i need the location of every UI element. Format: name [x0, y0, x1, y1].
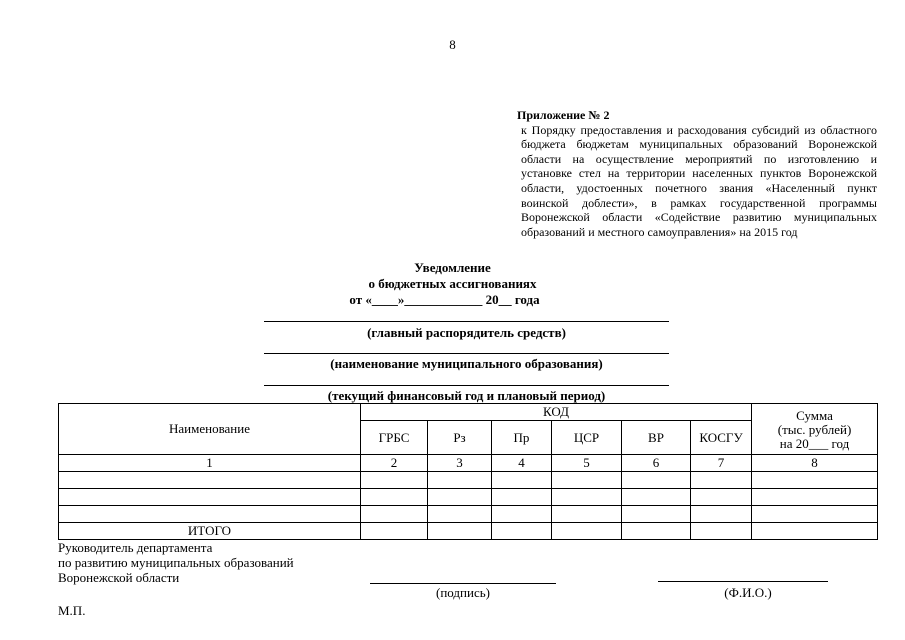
col-number: 1: [59, 455, 361, 472]
signature-caption: (подпись): [436, 585, 490, 600]
municipality-line: [264, 353, 669, 354]
header-sum: [752, 404, 878, 455]
head-line-3: Воронежской области: [58, 570, 180, 585]
header-name: Наименование: [59, 404, 361, 455]
header-sum-line1: Сумма: [796, 407, 833, 423]
col-number: 4: [492, 455, 552, 472]
fio-line: [658, 581, 828, 582]
notice-subtitle: о бюджетных ассигнованиях: [368, 276, 537, 291]
table-total-row: [59, 523, 878, 540]
period-caption: (текущий финансовый год и плановый период): [327, 388, 606, 403]
col-number: 7: [691, 455, 752, 472]
header-rz: Рз: [428, 421, 492, 455]
appendix-heading: Приложение № 2: [517, 108, 610, 122]
col-number: 2: [361, 455, 428, 472]
allocations-table: [58, 403, 878, 540]
period-line: [264, 385, 669, 386]
distributor-line: [264, 321, 669, 322]
header-pr: Пр: [492, 421, 552, 455]
header-kosgu: КОСГУ: [691, 421, 752, 455]
col-number: 6: [622, 455, 691, 472]
signature-line: [370, 583, 556, 584]
appendix-text: к Порядку предоставления и расходования субсидий из областного бюджета бюджетам муниципальных образований Воронежской области на осуществление мероприятий по изготовлению и установке стел на территории населенных пунктов Воронежской области, удостоенных почетного звания «Населенный пункт воинской доблести», в рамках государственной программы Воронежской области «Содействие развитию муниципальных образований и местного самоуправления» на 2015 год: [521, 122, 877, 239]
head-title: [58, 540, 294, 585]
header-vr: ВР: [622, 421, 691, 455]
header-sum-line3: на 20___ год: [779, 435, 850, 451]
fio-caption: (Ф.И.О.): [724, 585, 772, 600]
municipality-caption: (наименование муниципального образования): [330, 356, 603, 371]
col-number: 8: [752, 455, 878, 472]
notice-date-line: от «____»____________ 20__ года: [349, 292, 540, 307]
head-line-1: Руководитель департамента: [58, 540, 213, 555]
head-line-2: по развитию муниципальных образований: [58, 555, 294, 570]
stamp-mark: М.П.: [58, 603, 86, 618]
table-row: [59, 472, 878, 489]
page-number: 8: [449, 37, 456, 52]
notice-title: Уведомление: [414, 260, 491, 275]
col-number: 5: [552, 455, 622, 472]
header-sum-line2: (тыс. рублей): [777, 421, 852, 437]
distributor-caption: (главный распорядитель средств): [367, 325, 566, 340]
total-label: ИТОГО: [59, 523, 361, 540]
appendix-block: [517, 108, 877, 239]
table-row: [59, 489, 878, 506]
header-kod: КОД: [361, 404, 752, 421]
table-number-row: [59, 455, 878, 472]
table-header-row: [59, 404, 878, 421]
header-csr: ЦСР: [552, 421, 622, 455]
table-row: [59, 506, 878, 523]
header-grbs: ГРБС: [361, 421, 428, 455]
col-number: 3: [428, 455, 492, 472]
